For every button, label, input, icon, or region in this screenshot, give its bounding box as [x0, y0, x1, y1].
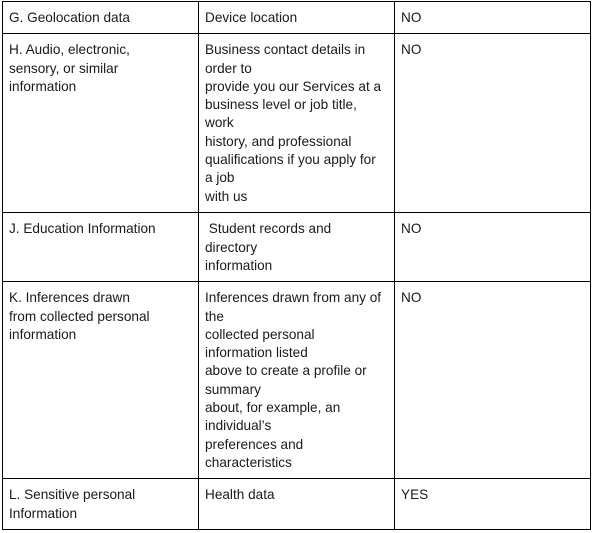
collected-value: YES [401, 487, 429, 503]
examples-text: the [205, 308, 224, 324]
examples-text: information listed [205, 345, 308, 361]
examples-text: order to [205, 60, 252, 76]
category-text: information [9, 78, 77, 94]
examples-text: a job [205, 170, 235, 186]
examples-cell [199, 2, 395, 34]
examples-cell [199, 479, 395, 530]
collected-cell [395, 479, 591, 530]
category-text: J. Education Information [9, 221, 156, 237]
collected-cell [395, 34, 591, 213]
examples-cell [199, 282, 395, 479]
table-row-sensitive [3, 479, 591, 530]
category-text: H. Audio, electronic, [9, 42, 130, 58]
category-text: Information [9, 505, 78, 521]
examples-text: characteristics [205, 454, 292, 470]
examples-text: Device location [205, 10, 298, 25]
category-cell [3, 282, 199, 479]
category-text: sensory, or similar [9, 60, 119, 76]
collected-cell [395, 213, 591, 282]
category-text: K. Inferences drawn [9, 290, 130, 306]
personal-info-table [2, 1, 591, 530]
collected-cell [395, 282, 591, 479]
examples-text: about, for example, an [205, 400, 341, 416]
examples-text: directory [205, 239, 258, 255]
examples-text: provide you our Services at a [205, 78, 382, 94]
collected-value: NO [401, 10, 422, 25]
examples-text: Health data [205, 487, 275, 503]
examples-text: Student records and [205, 221, 332, 237]
table-row-geolocation [3, 2, 591, 34]
collected-value: NO [401, 42, 422, 58]
examples-text: preferences and [205, 436, 304, 452]
examples-text: Inferences drawn from any of [205, 290, 382, 306]
table-row-education [3, 213, 591, 282]
category-text: from collected personal [9, 308, 150, 324]
collected-cell [395, 2, 591, 34]
examples-text: individual’s [205, 418, 272, 434]
collected-value: NO [401, 221, 422, 237]
examples-text: qualifications if you apply for [205, 152, 376, 168]
category-text: G. Geolocation data [9, 10, 130, 25]
examples-text: with us [205, 188, 248, 204]
category-cell [3, 213, 199, 282]
examples-text: business level or job title, [205, 97, 357, 113]
examples-text: above to create a profile or [205, 363, 367, 379]
category-cell [3, 479, 199, 530]
collected-value: NO [401, 290, 422, 306]
examples-cell [199, 213, 395, 282]
examples-text: work [205, 115, 234, 131]
category-cell [3, 34, 199, 213]
examples-text: history, and professional [205, 133, 352, 149]
table-row-audio [3, 34, 591, 213]
category-text: information [9, 326, 77, 342]
category-text: L. Sensitive personal [9, 487, 136, 503]
category-cell [3, 2, 199, 34]
table-row-inferences [3, 282, 591, 479]
examples-cell [199, 34, 395, 213]
examples-text: information [205, 257, 273, 273]
examples-text: collected personal [205, 326, 315, 342]
examples-text: summary [205, 381, 261, 397]
examples-text: Business contact details in [205, 42, 366, 58]
